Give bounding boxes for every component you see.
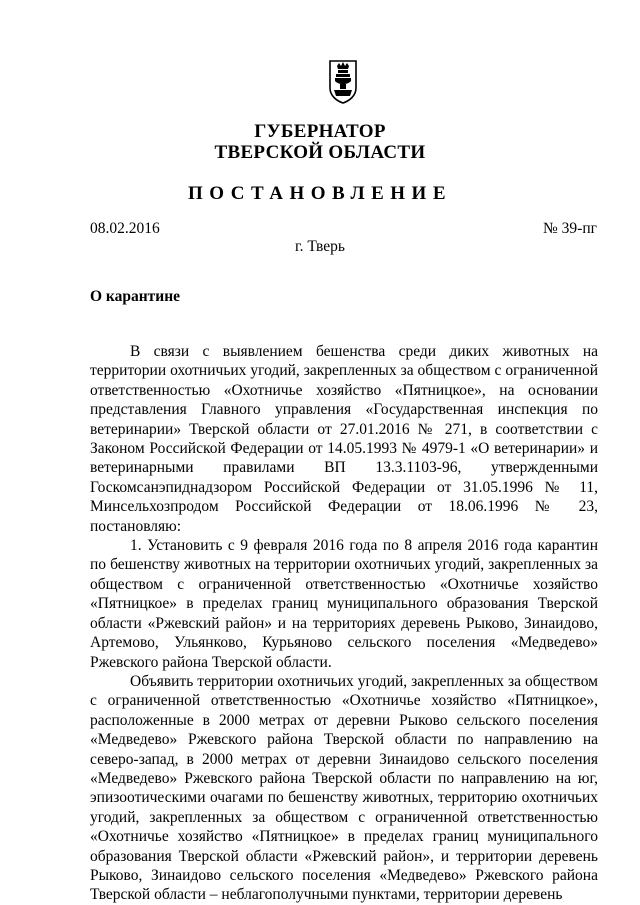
governor-title: ГУБЕРНАТОР [254, 121, 386, 142]
document-date: 08.02.2016 [90, 220, 160, 237]
document-body [90, 342, 598, 905]
tver-coat-of-arms-icon [328, 58, 358, 104]
document-city: г. Тверь [295, 238, 345, 255]
document-subject: О карантине [90, 288, 181, 305]
preamble-paragraph: В связи с выявлением бешенства среди диких животных на территории охотничьих угодий, закрепленных за обществом с ограниченной ответственностью «Охотничье хозяйство «Пятницкое», на основании представления Главного управления «Государственная инспекция по ветеринарии» Тверской области от 27.01.2016 № 271, в соответствии с Законом Российской Федерации от 14.05.1993 № 4979-1 «О ветеринарии» и ветеринарными правилами ВП 13.3.1103-96, утвержденными Госкомсанэпиднадзором Российской Федерации от 31.05.1996 № 11, Минсельхозпродом Российской Федерации от 18.06.1996 № 23, постановляю: [90, 343, 598, 535]
document-number: № 39-пг [543, 220, 597, 237]
region-title: ТВЕРСКОЙ ОБЛАСТИ [214, 142, 426, 163]
document-type: ПОСТАНОВЛЕНИЕ [187, 183, 453, 204]
clause-1-paragraph: 1. Установить с 9 февраля 2016 года по 8 апреля 2016 года карантин по бешенству животных на территории охотничьих угодий, закрепленных за обществом с ограниченной ответственностью «Охотничье хозяйство «Пятницкое» в пределах границ муниципального образования Тверской области «Ржевский район» и на территориях деревень Рыково, Зинаидово, Артемово, Ульянково, Курьяново сельского поселения «Медведево» Ржевского района Тверской области. [90, 537, 598, 671]
clause-1-continuation-paragraph: Объявить территории охотничьих угодий, закрепленных за обществом с ограниченной ответственностью «Охотничье хозяйство «Пятницкое», расположенные в 2000 метрах от деревни Рыково сельского поселения «Медведево» Ржевского района Тверской области по направлению на северо-запад, в 2000 метрах от деревни Зинаидово сельского поселения «Медведево» Ржевского района Тверской области по направлению на юг, эпизоотическими очагами по бешенству животных, территорию охотничьих угодий, закрепленных за обществом с ограниченной ответственностью «Охотничье хозяйство «Пятницкое» в пределах границ муниципального образования Тверской области «Ржевский район», и территории деревень Рыково, Зинаидово сельского поселения «Медведево» Ржевского района Тверской области – неблагополучными пунктами, территории деревень [90, 672, 598, 904]
